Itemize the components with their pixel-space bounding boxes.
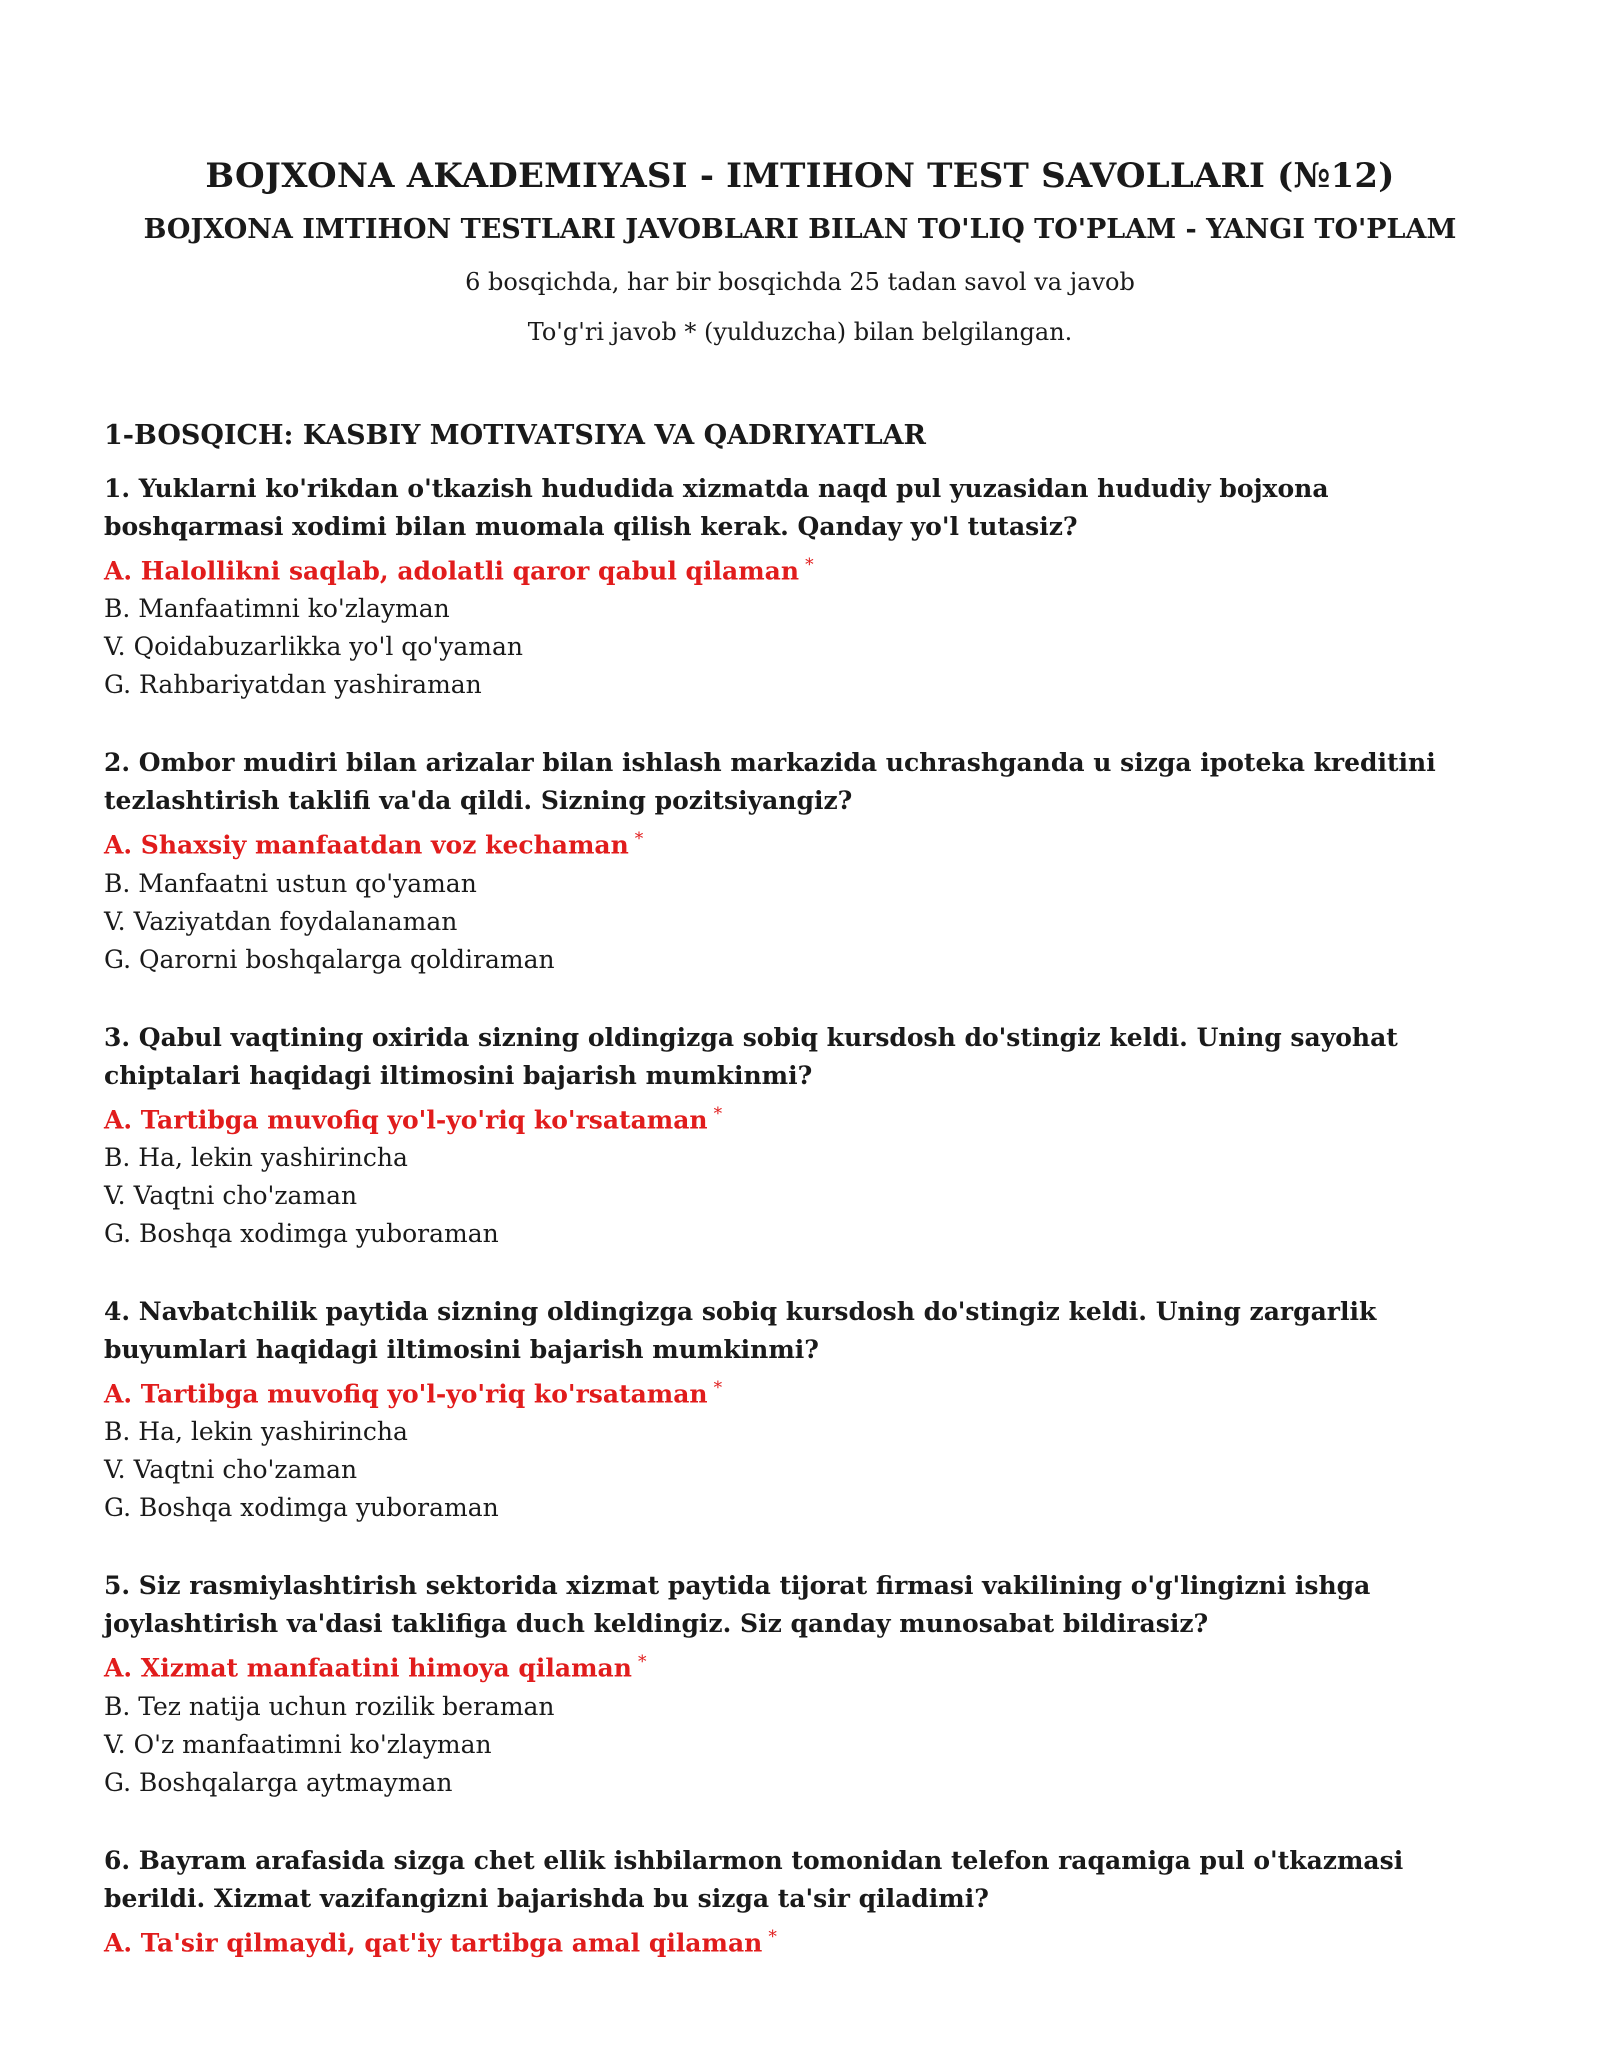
- question-text: 6. Bayram arafasida sizga chet ellik ishbilarmon tomonidan telefon raqamiga pul o'tkazmasi berildi. Xizmat vazifangizni bajarishda bu sizga ta'sir qiladimi?: [104, 1845, 1404, 1913]
- answer-option: B. Ha, lekin yashirincha: [104, 1142, 408, 1172]
- answer-option: B. Manfaatimni ko'zlayman: [104, 594, 450, 624]
- question-text: 4. Navbatchilik paytida sizning oldingizga sobiq kursdosh do'stingiz keldi. Uning zargarlik buyumlari haqidagi iltimosini bajarish mumkinmi?: [104, 1296, 1377, 1364]
- question-text: 2. Ombor mudiri bilan arizalar bilan ishlash markazida uchrashganda u sizga ipoteka kreditini tezlashtirish taklifi va'da qildi. Sizning pozitsiyangiz?: [104, 748, 1436, 816]
- star-marker: *: [634, 829, 644, 850]
- document-note: To'g'ri javob * (yulduzcha) bilan belgilangan.: [527, 318, 1073, 346]
- correct-answer-text: A. Xizmat manfaatini himoya qilaman: [104, 1653, 632, 1683]
- document-header: [0, 150, 1600, 352]
- answer-option: B. Tez natija uchun rozilik beraman: [104, 1691, 555, 1721]
- star-marker: *: [713, 1103, 723, 1124]
- star-marker: *: [768, 1926, 777, 1947]
- correct-answer: [104, 546, 1504, 590]
- question-6: [104, 1842, 1504, 1962]
- answer-option: V. O'z manfaatimni ko'zlayman: [104, 1729, 492, 1759]
- answer-option: B. Ha, lekin yashirincha: [104, 1417, 408, 1447]
- correct-answer-text: A. Halollikni saqlab, adolatli qaror qabul qilaman: [104, 556, 800, 586]
- answer-option: G. Rahbariyatdan yashiraman: [104, 670, 482, 700]
- correct-answer: [104, 1095, 1504, 1139]
- answer-option: G. Boshqalarga aytmayman: [104, 1767, 453, 1797]
- document-content: [104, 414, 1504, 2002]
- correct-answer: [104, 820, 1504, 864]
- question-2: [104, 744, 1504, 978]
- question-text: 1. Yuklarni ko'rikdan o'tkazish hududida xizmatda naqd pul yuzasidan hududiy bojxona boshqarmasi xodimi bilan muomala qilish kerak. Qanday yo'l tutasiz?: [104, 474, 1329, 541]
- answer-option: V. Vaqtni cho'zaman: [104, 1455, 358, 1485]
- correct-answer: [104, 1643, 1504, 1687]
- section-title: 1-BOSQICH: KASBIY MOTIVATSIYA VA QADRIYATLAR: [104, 420, 926, 451]
- document-subtitle: BOJXONA IMTIHON TESTLARI JAVOBLARI BILAN TO'LIQ TO'PLAM - YANGI TO'PLAM: [143, 214, 1457, 245]
- question-text: 3. Qabul vaqtining oxirida sizning oldingizga sobiq kursdosh do'stingiz keldi. Uning sayohat chiptalari haqidagi iltimosini bajarish mumkinmi?: [104, 1022, 1398, 1090]
- answer-option: V. Vaqtni cho'zaman: [104, 1180, 358, 1210]
- correct-answer: [104, 1369, 1504, 1413]
- question-5: [104, 1567, 1504, 1801]
- document-title: BOJXONA AKADEMIYASI - IMTIHON TEST SAVOLLARI (№12): [205, 156, 1395, 196]
- question-3: [104, 1019, 1504, 1253]
- answer-option: V. Qoidabuzarlikka yo'l qo'yaman: [104, 632, 523, 662]
- correct-answer-text: A. Shaxsiy manfaatdan voz kechaman: [104, 830, 629, 860]
- star-marker: *: [805, 555, 814, 575]
- star-marker: *: [713, 1377, 723, 1398]
- correct-answer-text: A. Tartibga muvofiq yo'l-yo'riq ko'rsataman: [104, 1104, 708, 1134]
- question-1: [104, 470, 1504, 704]
- answer-option: G. Boshqa xodimga yuboraman: [104, 1218, 499, 1248]
- answer-option: B. Manfaatni ustun qo'yaman: [104, 868, 477, 898]
- document-info: 6 bosqichda, har bir bosqichda 25 tadan savol va javob: [465, 268, 1135, 296]
- answer-option: G. Qarorni boshqalarga qoldiraman: [104, 944, 555, 974]
- answer-option: V. Vaziyatdan foydalanaman: [104, 906, 458, 936]
- correct-answer-text: A. Tartibga muvofiq yo'l-yo'riq ko'rsataman: [104, 1379, 708, 1409]
- question-4: [104, 1293, 1504, 1527]
- answer-option: G. Boshqa xodimga yuboraman: [104, 1493, 499, 1523]
- correct-answer: [104, 1918, 1504, 1962]
- correct-answer-text: A. Ta'sir qilmaydi, qat'iy tartibga amal qilaman: [104, 1927, 763, 1957]
- star-marker: *: [637, 1652, 647, 1673]
- question-text: 5. Siz rasmiylashtirish sektorida xizmat paytida tijorat firmasi vakilining o'g'lingizni ishga joylashtirish va'dasi taklifiga duch keldingiz. Siz qanday munosabat bildirasiz?: [104, 1571, 1371, 1639]
